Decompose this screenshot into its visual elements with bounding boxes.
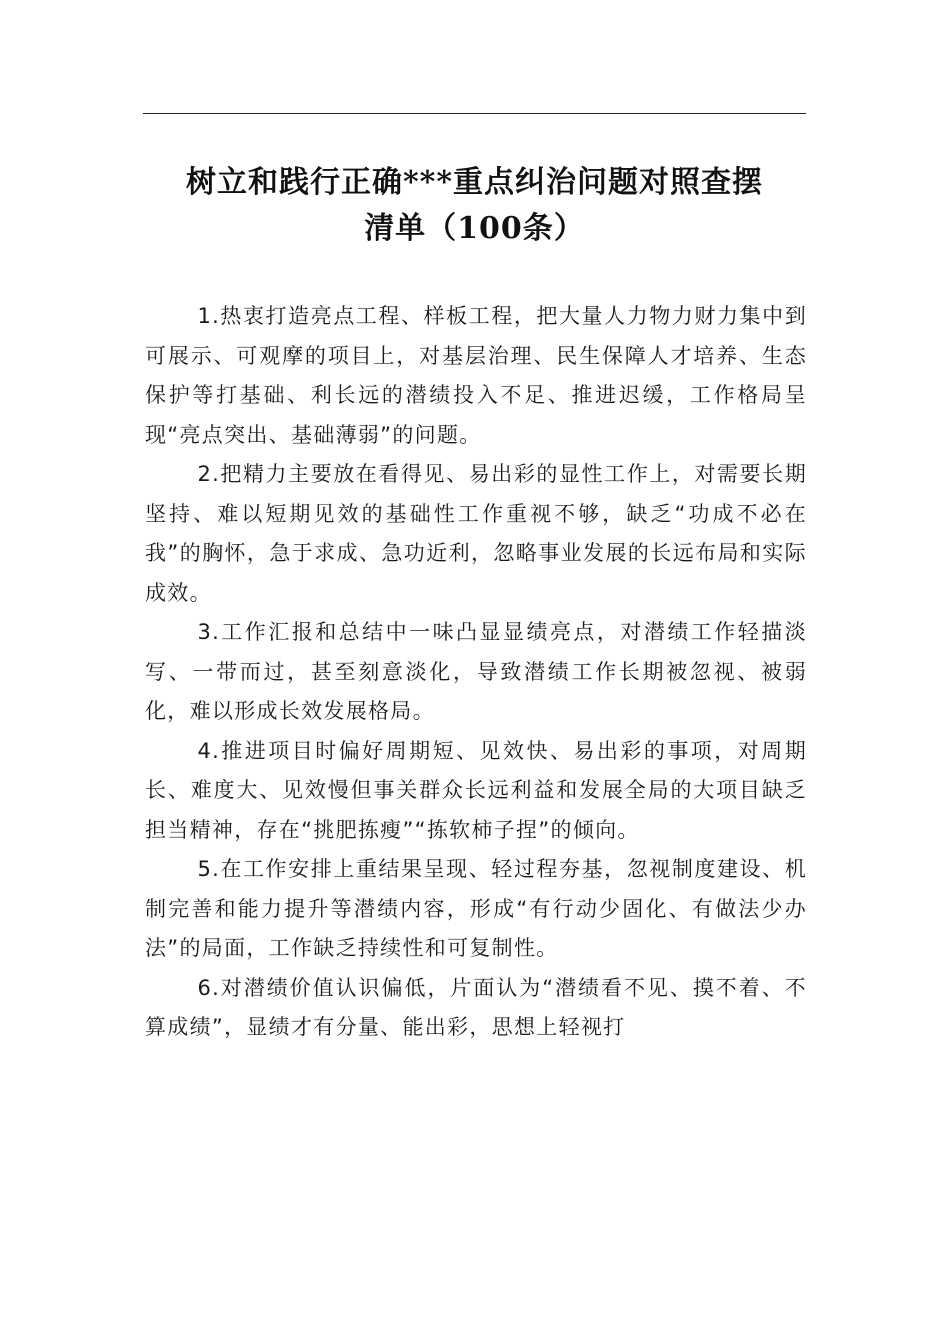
header-rule bbox=[143, 113, 806, 114]
paragraph-4: 4.推进项目时偏好周期短、见效快、易出彩的事项，对周期长、难度大、见效慢但事关群众长远利益和发展全局的大项目缺乏担当精神，存在“挑肥拣瘦”“拣软柿子捏”的倾向。 bbox=[145, 738, 807, 842]
title-line-2: 清单（100条） bbox=[364, 211, 585, 246]
title-line-1: 树立和践行正确***重点纠治问题对照查摆 bbox=[185, 165, 764, 200]
document-title bbox=[143, 160, 806, 252]
paragraph-6: 6.对潜绩价值认识偏低，片面认为“潜绩看不见、摸不着、不算成绩”，显绩才有分量、能出彩，思想上轻视打 bbox=[145, 975, 807, 1039]
paragraph-5: 5.在工作安排上重结果呈现、轻过程夯基，忽视制度建设、机制完善和能力提升等潜绩内容，形成“有行动少固化、有做法少办法”的局面，工作缺乏持续性和可复制性。 bbox=[145, 857, 807, 960]
document-body bbox=[145, 297, 807, 1048]
paragraph-2: 2.把精力主要放在看得见、易出彩的显性工作上，对需要长期坚持、难以短期见效的基础性工作重视不够，缺乏“功成不必在我”的胸怀，急于求成、急功近利，忽略事业发展的长远布局和实际成效。 bbox=[145, 462, 807, 605]
paragraph-1: 1.热衷打造亮点工程、样板工程，把大量人力物力财力集中到可展示、可观摩的项目上，对基层治理、民生保障人才培养、生态保护等打基础、利长远的潜绩投入不足、推进迟缓，工作格局呈现“亮点突出、基础薄弱”的问题。 bbox=[145, 304, 807, 447]
paragraph-3: 3.工作汇报和总结中一味凸显显绩亮点，对潜绩工作轻描淡写、一带而过，甚至刻意淡化，导致潜绩工作长期被忽视、被弱化，难以形成长效发展格局。 bbox=[145, 620, 807, 723]
